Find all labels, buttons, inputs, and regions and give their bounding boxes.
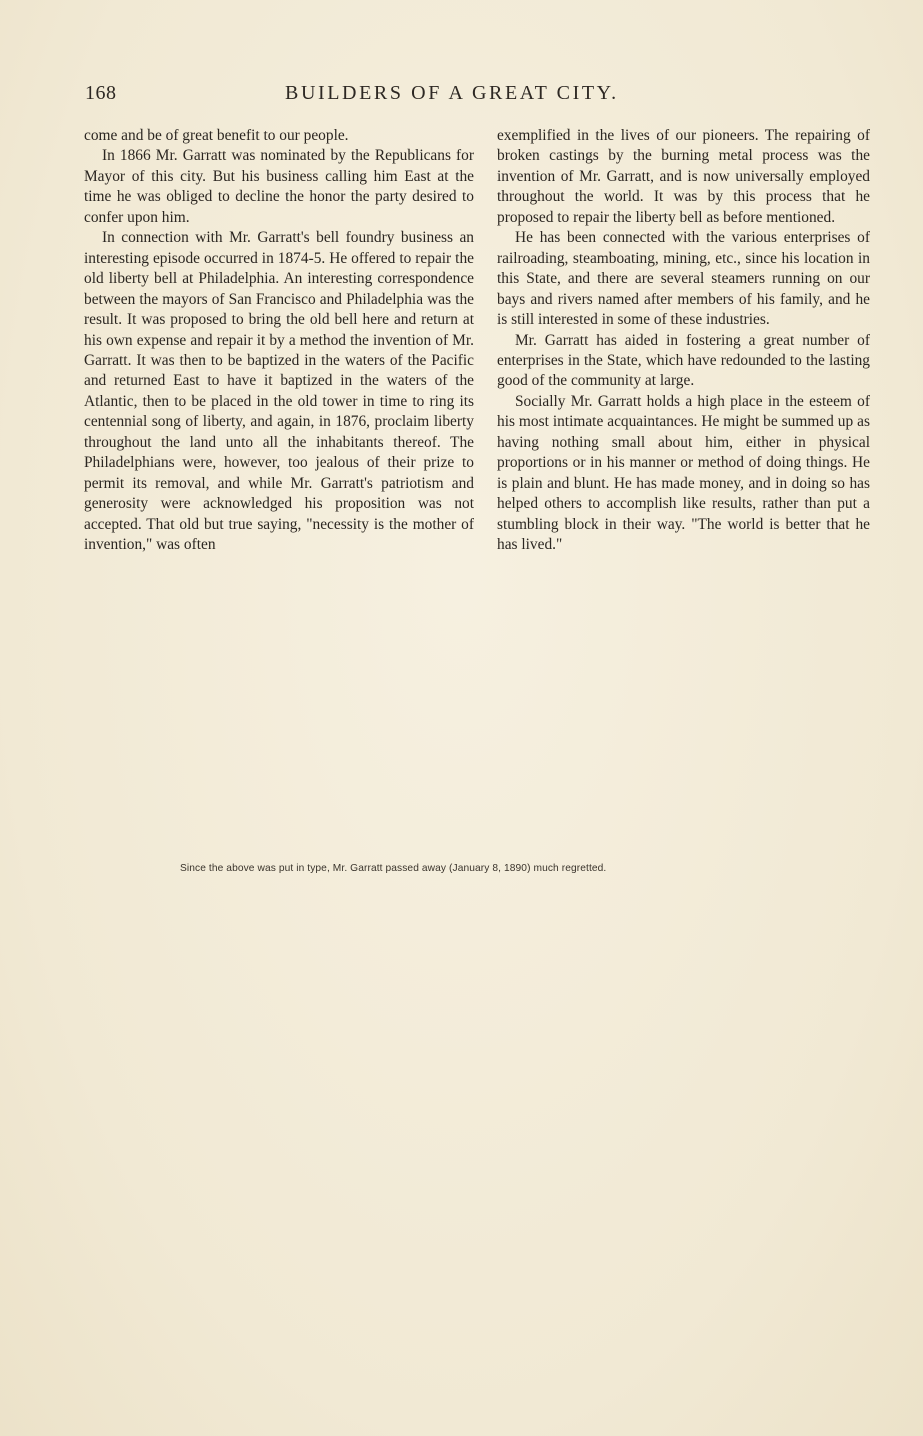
paragraph: He has been connected with the various enterprises of railroading, steamboating, mining, etc., since his location in this State, and there are several steamers running on our bays and rivers named after members of his family, and he is still interested in some of these industries. xyxy=(497,229,870,329)
footnote: Since the above was put in type, Mr. Garratt passed away (January 8, 1890) much regretted. xyxy=(180,863,607,874)
left-column xyxy=(84,126,474,556)
paragraph: exemplified in the lives of our pioneers. The repairing of broken castings by the burning metal process was the invention of Mr. Garratt, and is now universally employed throughout the world. It was by this process that he proposed to repair the liberty bell as before mentioned. xyxy=(497,127,870,226)
paragraph: come and be of great benefit to our people. xyxy=(84,127,349,144)
paragraph: Socially Mr. Garratt holds a high place in the esteem of his most intimate acquaintances. He might be summed up as having nothing small about him, either in physical proportions or in his manner or method of doing things. He is plain and blunt. He has made money, and in doing so has helped others to accomplish like results, rather than put a stumbling block in their way. "The world is better that he has lived." xyxy=(497,392,870,554)
paragraph: Mr. Garratt has aided in fostering a great number of enterprises in the State, which have redounded to the lasting good of the community at large. xyxy=(497,331,870,390)
page-header xyxy=(85,82,855,112)
right-column xyxy=(497,126,870,556)
paragraph: In connection with Mr. Garratt's bell foundry business an interesting episode occurred in 1874-5. He offered to repair the old liberty bell at Philadelphia. An interesting correspondence between the mayors of San Francisco and Philadelphia was the result. It was proposed to bring the old bell here and return at his own expense and repair it by a method the invention of Mr. Garratt. It was then to be baptized in the waters of the Pacific and returned East to have it baptized in the waters of the Atlantic, then to be placed in the old tower in time to ring its centennial song of liberty, and again, in 1876, proclaim liberty throughout the land unto all the inhabitants thereof. The Philadelphians were, however, too jealous of their prize to permit its removal, and while Mr. Garratt's patriotism and generosity were acknowledged his proposition was not accepted. That old but true saying, "necessity is the mother of invention," was often xyxy=(84,229,474,554)
running-title: BUILDERS OF A GREAT CITY. xyxy=(285,82,619,104)
page-number: 168 xyxy=(85,82,117,104)
paragraph: In 1866 Mr. Garratt was nominated by the Republicans for Mayor of this city. But his business calling him East at the time he was obliged to decline the honor the party desired to confer upon him. xyxy=(84,147,474,226)
